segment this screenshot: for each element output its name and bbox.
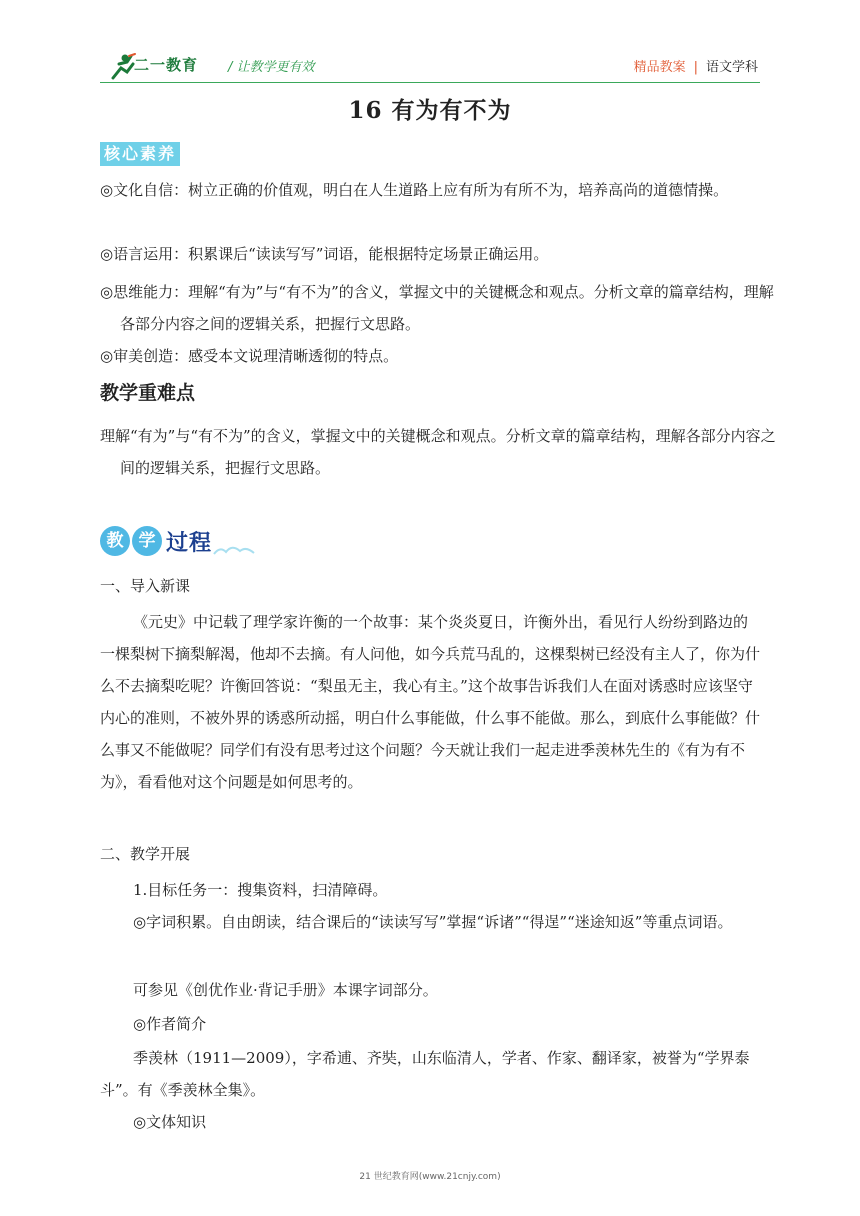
page-title: 16 有为有不为 xyxy=(348,97,512,124)
task-1: 1.目标任务一：搜集资料，扫清障碍。 xyxy=(133,881,388,899)
slogan: / 让教学更有效 xyxy=(228,60,315,75)
core-item: ◎文化自信：树立正确的价值观，明白在人生道路上应有所为有所不为，培养高尚的道德情操。 xyxy=(100,181,729,199)
logo-text: 二一教育 xyxy=(134,56,199,74)
subject-label: 语文学科 xyxy=(705,60,758,75)
core-item: ◎审美创造：感受本文说理清晰透彻的特点。 xyxy=(100,347,399,365)
core-item: ◎语言运用：积累课后“读读写写”词语，能根据特定场景正确运用。 xyxy=(100,245,549,263)
section-1-title: 一、导入新课 xyxy=(100,577,191,595)
page-header xyxy=(100,48,760,83)
section-1-body: 《元史》中记载了理学家许衡的一个故事：某个炎炎夏日，许衡外出，看见行人纷纷到路边的一棵梨树下摘梨解渴，他却不去摘。有人问他，如今兵荒马乱的，这棵梨树已经没有主人了，你为什么不去摘梨吃呢？许衡回答说：“梨虽无主，我心有主。”这个故事告诉我们人在面对诱惑时应该坚守内心的准则，不被外界的诱惑所动摇，明白什么事能做，什么事不能做。那么，到底什么事能做？什么事又不能做呢？同学们有没有思考过这个问题？今天就让我们一起走进季羡林先生的《有为有不为》，看看他对这个问题是如何思考的。 xyxy=(100,613,761,791)
process-char-2: 学 xyxy=(132,526,162,556)
cloud-decoration-icon xyxy=(212,540,256,560)
author-heading: ◎作者简介 xyxy=(133,1015,207,1033)
process-char-1: 教 xyxy=(100,526,130,556)
core-item: ◎思维能力：理解“有为”与“有不为”的含义，掌握文中的关键概念和观点。分析文章的篇章结构，理解各部分内容之间的逻辑关系，把握行文思路。 xyxy=(100,283,774,333)
author-body: 季羡林（1911—2009），字希逋、齐奘，山东临清人，学者、作家、翻译家，被誉为“学界泰斗”。有《季羡林全集》。 xyxy=(100,1049,750,1099)
key-points-heading: 教学重难点 xyxy=(100,382,196,404)
genre-heading: ◎文体知识 xyxy=(133,1113,207,1131)
reference-text: 可参见《创优作业·背记手册》本课字词部分。 xyxy=(133,981,438,999)
brand-label: 精品教案 xyxy=(633,60,686,75)
teaching-process-badge xyxy=(100,524,260,564)
process-text: 过程 xyxy=(166,531,213,556)
page-footer: 21 世纪教育网(www.21cnjy.com) xyxy=(359,1172,501,1182)
section-2-title: 二、教学开展 xyxy=(100,845,191,863)
vocab-text: ◎字词积累。自由朗读，结合课后的“读读写写”掌握“诉诸”“得逞”“迷途知返”等重点词语。 xyxy=(133,913,733,931)
core-literacy-badge: 核心素养 xyxy=(100,142,180,166)
key-points-text: 理解“有为”与“有不为”的含义，掌握文中的关键概念和观点。分析文章的篇章结构，理解各部分内容之间的逻辑关系，把握行文思路。 xyxy=(100,427,776,477)
header-separator: | xyxy=(693,60,698,75)
header-right xyxy=(634,56,758,75)
